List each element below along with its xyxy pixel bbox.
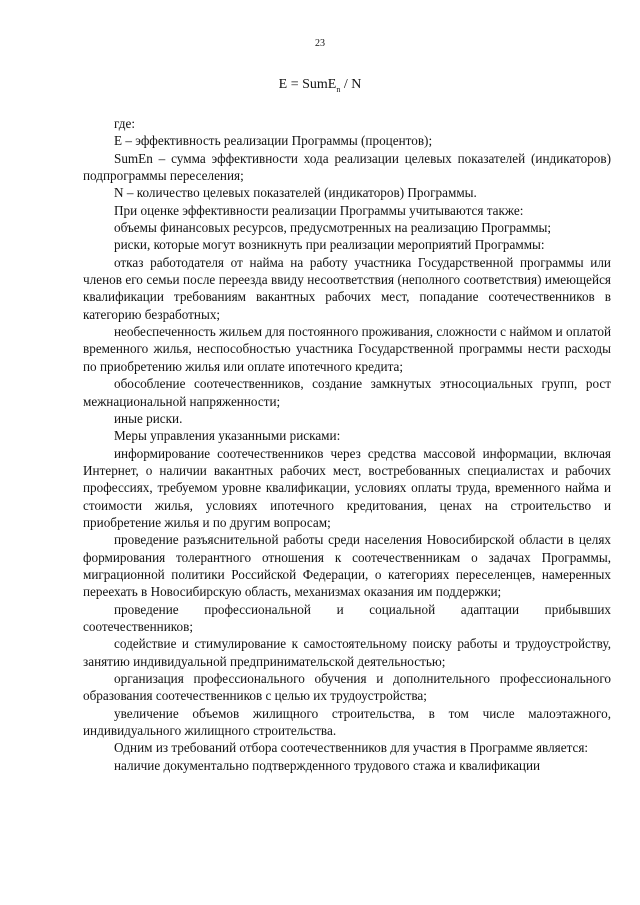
paragraph: риски, которые могут возникнуть при реализации мероприятий Программы: — [114, 237, 545, 253]
paragraph: организация профессионального обучения и дополнительного профессионального образования соотечественников с целью их трудоустройства; — [83, 671, 611, 704]
paragraph: E – эффективность реализации Программы (процентов); — [114, 133, 433, 149]
paragraph: где: — [114, 116, 135, 131]
paragraph: содействие и стимулирование к самостоятельному поиску работы и трудоустройству, занятию индивидуальной предпринимательской деятельностью; — [83, 636, 611, 669]
paragraph: проведение профессиональной и социальной адаптации прибывших соотечественников; — [83, 601, 611, 634]
paragraph: иные риски. — [114, 410, 183, 426]
paragraph: необеспеченность жильем для постоянного проживания, сложности с наймом и оплатой временного жилья, неспособностью участника Государственной программы нести расходы по приобретению жилья или оплате ипотечного кредита; — [83, 324, 611, 374]
paragraph: проведение разъяснительной работы среди населения Новосибирской области в целях формирования толерантного отношения к соотечественникам о задачах Программы, миграционной политики Российской Федерации, о категориях переселенцев, намеренных переехать в Новосибирскую область, механизмах оказания им поддержки; — [83, 532, 611, 600]
page-number: 23 — [315, 38, 325, 49]
formula — [0, 77, 640, 94]
paragraph: При оценке эффективности реализации Программы учитываются также: — [114, 202, 524, 218]
document-body — [83, 115, 611, 774]
paragraph: N – количество целевых показателей (индикаторов) Программы. — [114, 185, 477, 201]
paragraph: объемы финансовых ресурсов, предусмотренных на реализацию Программы; — [114, 220, 552, 236]
formula-subscript: n — [336, 84, 341, 94]
paragraph: SumEn – сумма эффективности хода реализации целевых показателей (индикаторов) подпрограммы переселения; — [83, 150, 611, 184]
paragraph: наличие документально подтвержденного трудового стажа и квалификации — [114, 757, 541, 773]
paragraph: Меры управления указанными рисками: — [114, 428, 341, 444]
paragraph: увеличение объемов жилищного строительства, в том числе малоэтажного, индивидуального жилищного строительства. — [83, 705, 611, 739]
paragraph: информирование соотечественников через средства массовой информации, включая Интернет, о наличии вакантных рабочих мест, востребованных специалистах и рабочих профессиях, требуемом уровне квалификации, условиях оплаты труда, временного найма и стоимости жилья, условиях ипотечного кредитования, ценах на строительство и приобретение жилья и по другим вопросам; — [83, 445, 611, 530]
formula-lhs: E = SumE — [278, 77, 337, 92]
paragraph: отказ работодателя от найма на работу участника Государственной программы или членов его семьи после переезда ввиду несоответствия (неполного соответствия) имеющейся квалификации требованиям вакантных рабочих мест, попадание соотечественников в категорию безработных; — [83, 254, 611, 322]
paragraph: Одним из требований отбора соотечественников для участия в Программе является: — [114, 740, 589, 756]
formula-rhs: / N — [340, 77, 362, 92]
paragraph: обособление соотечественников, создание замкнутых этносоциальных групп, рост межнациональной напряженности; — [83, 376, 611, 409]
